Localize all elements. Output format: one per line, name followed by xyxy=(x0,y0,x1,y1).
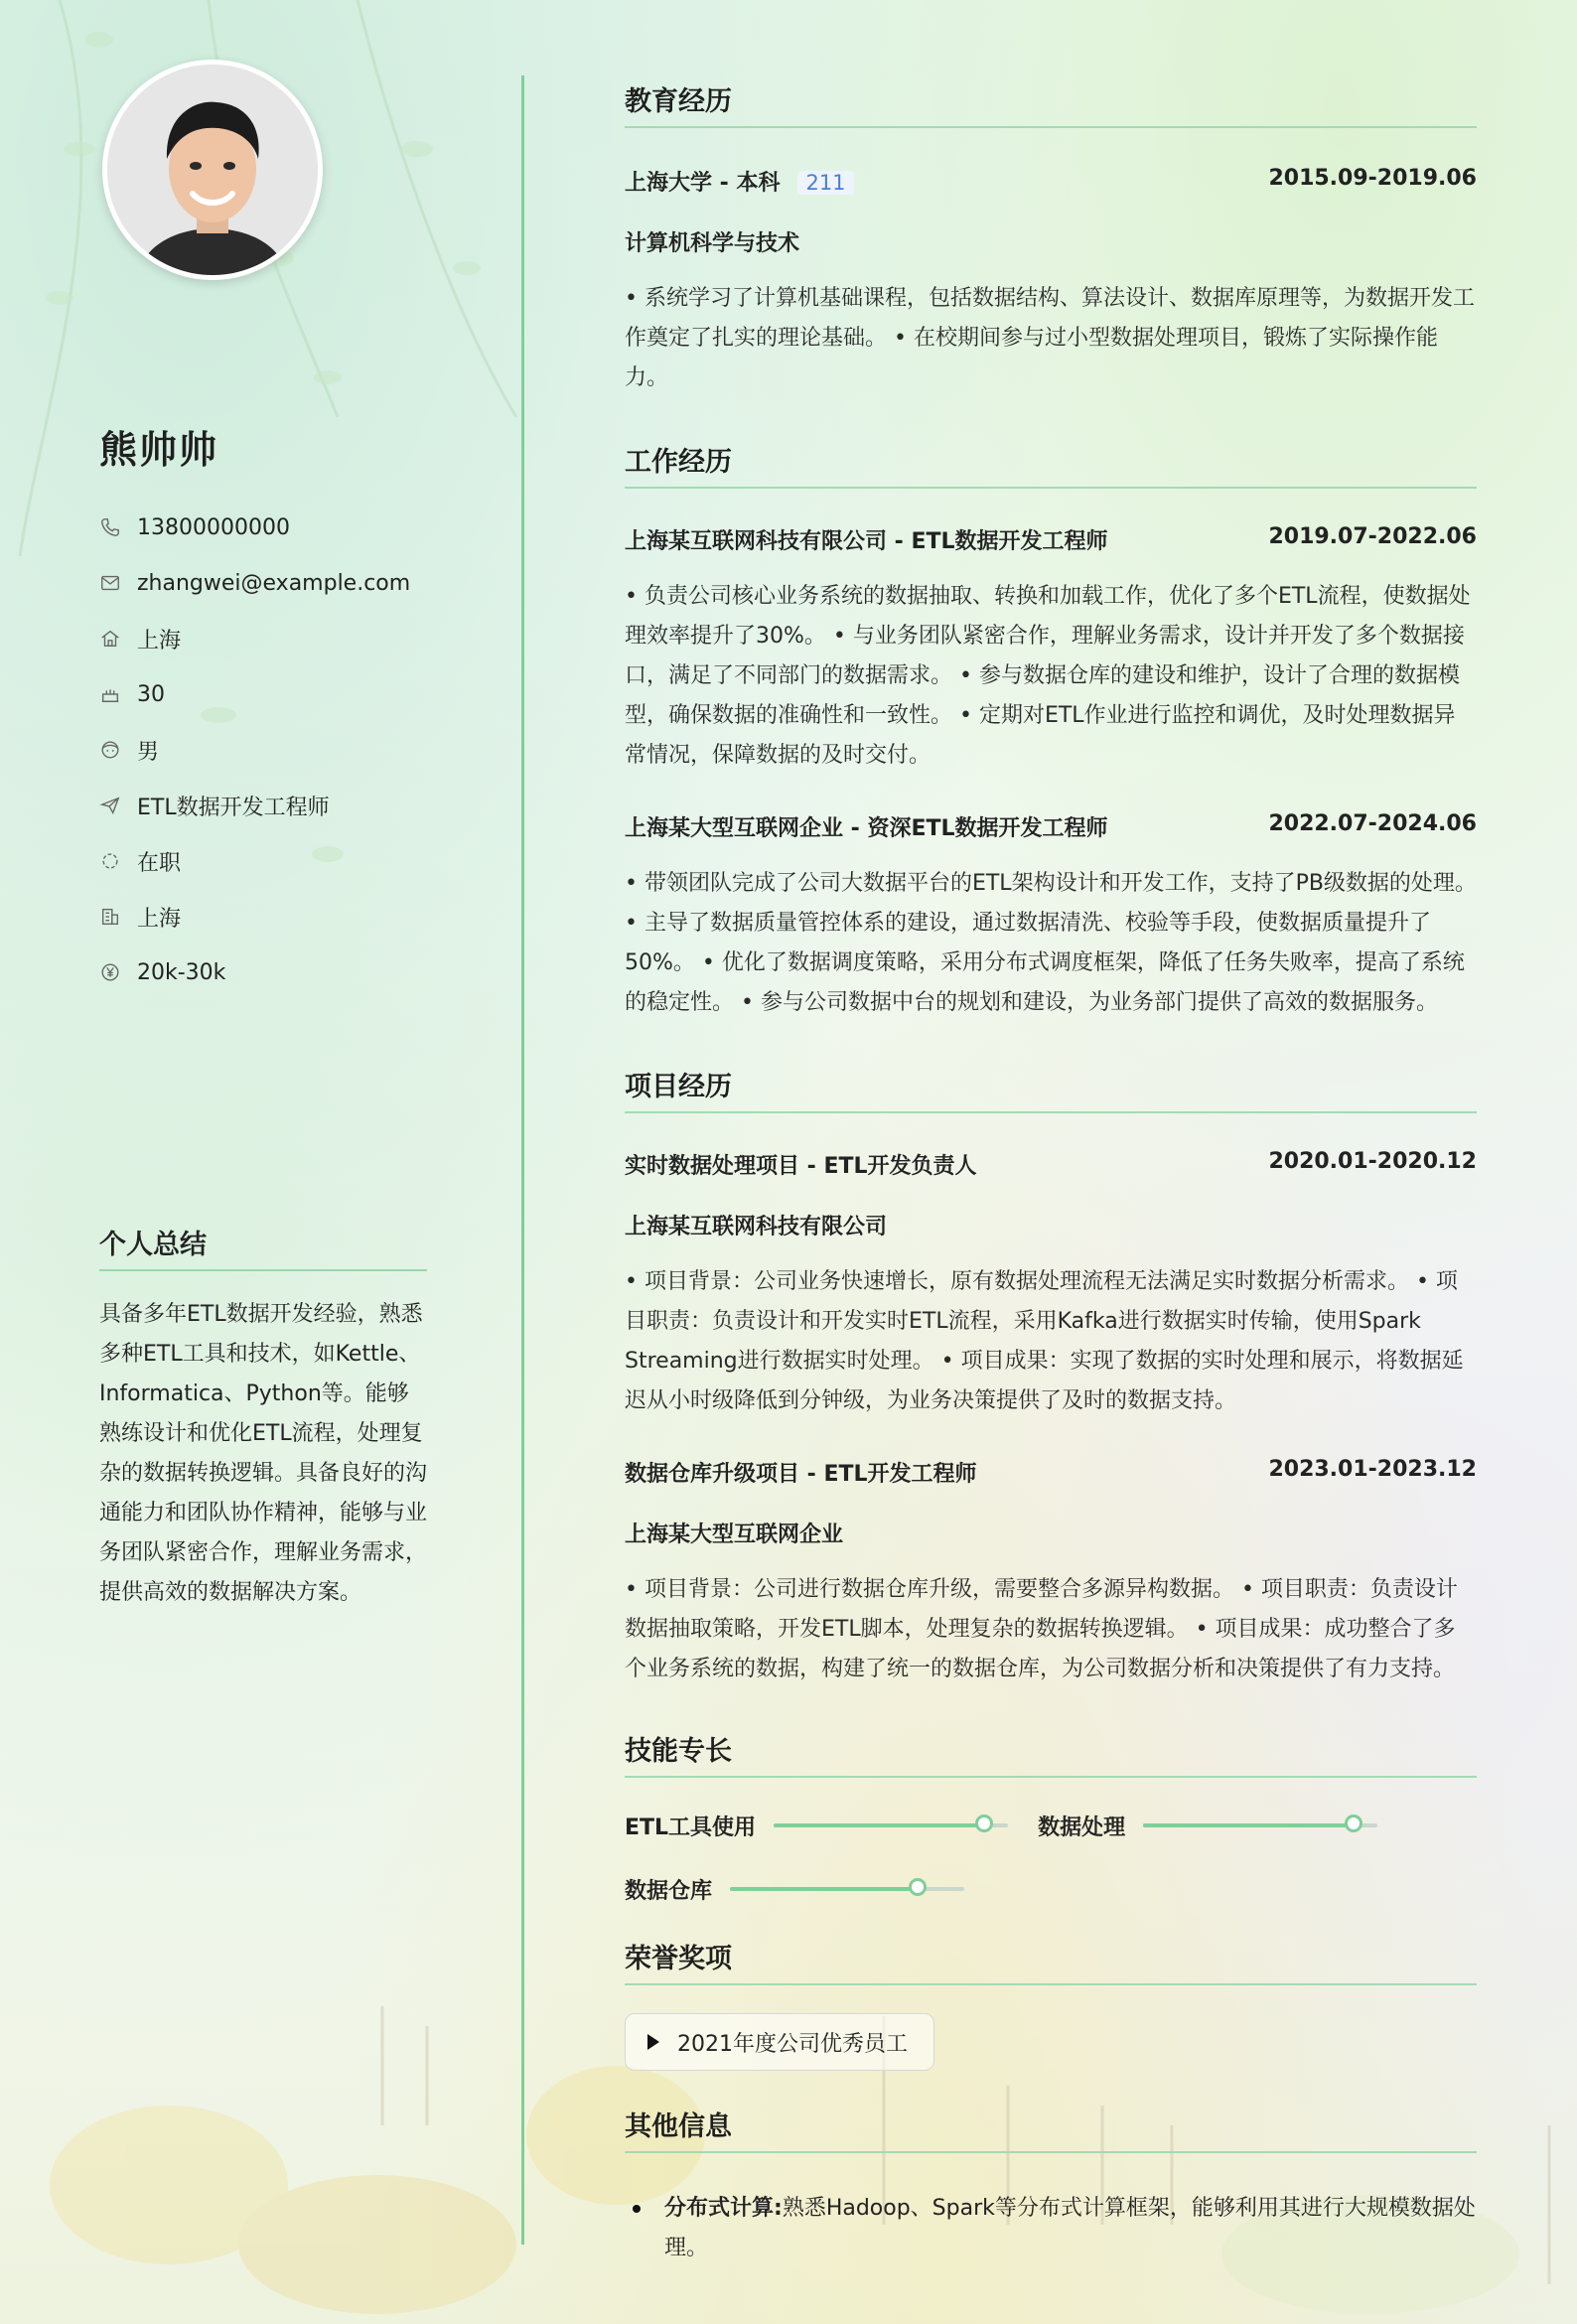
target-city-value: 上海 xyxy=(137,906,182,932)
education-date: 2015.09-2019.06 xyxy=(1268,166,1477,191)
skill-bar-knob xyxy=(975,1815,993,1832)
work-item-date: 2019.07-2022.06 xyxy=(1268,524,1477,549)
bullet-icon xyxy=(633,2205,641,2213)
other-title: 其他信息 xyxy=(625,2105,1477,2153)
yen-icon xyxy=(99,961,121,983)
skill-item xyxy=(625,1810,1008,1841)
location-value: 上海 xyxy=(137,628,182,654)
info-target-city xyxy=(99,889,427,944)
skill-bar-fill xyxy=(774,1823,984,1827)
project-item-head xyxy=(625,1149,1477,1180)
avatar xyxy=(102,60,323,280)
phone-icon xyxy=(99,516,121,538)
project-item-desc: • 项目背景：公司进行数据仓库升级，需要整合多源异构数据。 • 项目职责：负责设计数据抽取策略，开发ETL脚本，处理复杂的数据转换逻辑。 • 项目成果：成功整合了多个业务系统的数据，构建了统一的数据仓库，为公司数据分析和决策提供了有力支持。 xyxy=(625,1577,1458,1681)
mail-icon xyxy=(99,572,121,594)
skill-bar xyxy=(774,1823,1008,1827)
contact-info-list xyxy=(99,500,427,1000)
vertical-divider xyxy=(521,75,524,2245)
skill-bar-fill xyxy=(1143,1823,1354,1827)
project-item-date: 2020.01-2020.12 xyxy=(1268,1149,1477,1174)
info-position xyxy=(99,778,427,833)
info-phone xyxy=(99,500,427,555)
info-gender xyxy=(99,722,427,778)
other-text: 熟悉Hadoop、Spark等分布式计算框架，能够利用其进行大规模数据处理。 xyxy=(664,2196,1476,2260)
age-value: 30 xyxy=(137,681,165,707)
play-icon xyxy=(647,2034,659,2050)
info-email xyxy=(99,555,427,611)
education-school: 上海大学 - 本科 xyxy=(625,171,781,196)
skill-bar-fill xyxy=(730,1887,918,1891)
education-major: 计算机科学与技术 xyxy=(625,231,800,256)
education-head xyxy=(625,166,1477,197)
project-item-date: 2023.01-2023.12 xyxy=(1268,1457,1477,1482)
skill-item xyxy=(1038,1810,1377,1841)
work-item-head xyxy=(625,811,1477,842)
skills-list xyxy=(625,1810,1477,1937)
main-content xyxy=(625,79,1477,2268)
work-item-title: 上海某互联网科技有限公司 - ETL数据开发工程师 xyxy=(625,529,1108,554)
skill-name: ETL工具使用 xyxy=(625,1815,757,1840)
project-item-company: 上海某互联网科技有限公司 xyxy=(625,1215,888,1239)
education-tag: 211 xyxy=(797,171,853,195)
info-salary xyxy=(99,944,427,1000)
project-item-title: 实时数据处理项目 - ETL开发负责人 xyxy=(625,1154,977,1179)
work-item-desc: • 带领团队完成了公司大数据平台的ETL架构设计和开发工作，支持了PB级数据的处理。 • 主导了数据质量管控体系的建设，通过数据清洗、校验等手段，使数据质量提升了50%。 • 优化了数据调度策略，采用分布式调度框架，降低了任务失败率，提高了系统的稳定性。 • 参与公司数据中台的规划和建设，为业务部门提供了高效的数据服务。 xyxy=(625,871,1477,1015)
avatar-portrait xyxy=(107,65,318,275)
cake-icon xyxy=(99,683,121,705)
other-content xyxy=(664,2189,1477,2268)
project-item-title: 数据仓库升级项目 - ETL开发工程师 xyxy=(625,1462,977,1487)
phone-value: 13800000000 xyxy=(137,514,290,540)
person-face-icon xyxy=(99,739,121,761)
home-icon xyxy=(99,628,121,650)
gender-value: 男 xyxy=(137,739,160,765)
project-item-head xyxy=(625,1457,1477,1488)
salary-value: 20k-30k xyxy=(137,959,226,985)
other-label: 分布式计算: xyxy=(664,2196,783,2221)
info-location xyxy=(99,611,427,666)
work-item-title: 上海某大型互联网企业 - 资深ETL数据开发工程师 xyxy=(625,816,1108,841)
skill-name: 数据仓库 xyxy=(625,1878,713,1904)
skills-title: 技能专长 xyxy=(625,1729,1477,1778)
candidate-name: 熊帅帅 xyxy=(99,428,219,472)
skill-item xyxy=(625,1873,964,1905)
skill-bar xyxy=(730,1887,964,1891)
work-item-desc: • 负责公司核心业务系统的数据抽取、转换和加载工作，优化了多个ETL流程，使数据处理效率提升了30%。 • 与业务团队紧密合作，理解业务需求，设计并开发了多个数据接口，满足了不同部门的数据需求。 • 参与数据仓库的建设和维护，设计了合理的数据模型，确保数据的准确性和一致性。 • 定期对ETL作业进行监控和调优，及时处理数据异常情况，保障数据的及时交付。 xyxy=(625,584,1471,768)
summary-text: 具备多年ETL数据开发经验，熟悉多种ETL工具和技术，如Kettle、Informatica、Python等。能够熟练设计和优化ETL流程，处理复杂的数据转换逻辑。具备良好的沟通能力和团队协作精神，能够与业务团队紧密合作，理解业务需求，提供高效的数据解决方案。 xyxy=(99,1302,428,1605)
skill-name: 数据处理 xyxy=(1038,1815,1126,1840)
education-title: 教育经历 xyxy=(625,79,1477,128)
status-icon xyxy=(99,850,121,872)
project-item-company: 上海某大型互联网企业 xyxy=(625,1523,844,1547)
work-item-date: 2022.07-2024.06 xyxy=(1268,811,1477,836)
work-item-head xyxy=(625,524,1477,555)
send-icon xyxy=(99,795,121,816)
award-item[interactable] xyxy=(625,2013,934,2071)
summary-title: 个人总结 xyxy=(99,1223,427,1271)
skill-bar-knob xyxy=(909,1878,927,1896)
awards-title: 荣誉奖项 xyxy=(625,1937,1477,1985)
status-value: 在职 xyxy=(137,850,182,876)
work-title: 工作经历 xyxy=(625,440,1477,489)
position-value: ETL数据开发工程师 xyxy=(137,795,330,820)
project-item-desc: • 项目背景：公司业务快速增长，原有数据处理流程无法满足实时数据分析需求。 • 项目职责：负责设计和开发实时ETL流程，采用Kafka进行数据实时传输，使用Spark Streaming进行数据实时处理。 • 项目成果：实现了数据的实时处理和展示，将数据延迟从小时级降低到分钟级，为业务决策提供了及时的数据支持。 xyxy=(625,1269,1464,1413)
skill-bar-knob xyxy=(1345,1815,1362,1832)
education-desc: • 系统学习了计算机基础课程，包括数据结构、算法设计、数据库原理等，为数据开发工作奠定了扎实的理论基础。 • 在校期间参与过小型数据处理项目，锻炼了实际操作能力。 xyxy=(625,286,1475,390)
info-status xyxy=(99,833,427,889)
other-item xyxy=(625,2189,1477,2268)
info-age xyxy=(99,666,427,722)
skill-bar xyxy=(1143,1823,1377,1827)
projects-title: 项目经历 xyxy=(625,1065,1477,1113)
building-icon xyxy=(99,906,121,928)
email-value: zhangwei@example.com xyxy=(137,570,411,596)
sidebar xyxy=(99,60,427,1613)
award-label: 2021年度公司优秀员工 xyxy=(677,2031,908,2057)
